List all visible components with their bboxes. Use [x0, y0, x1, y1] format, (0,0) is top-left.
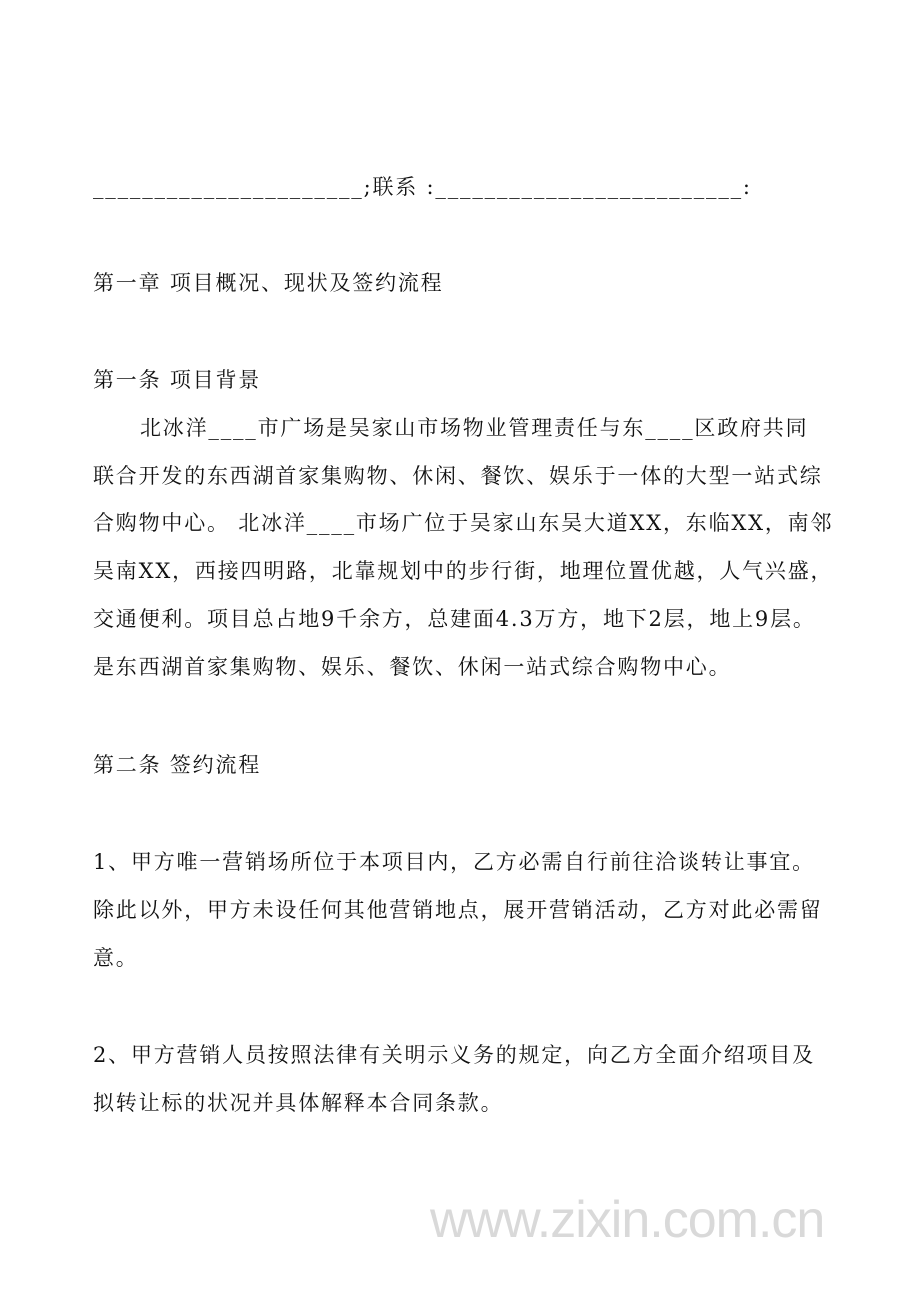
- chapter-title: 第一章 项目概况、现状及签约流程: [93, 271, 444, 295]
- item2-line: 2、甲方营销人员按照法律有关明示义务的规定，向乙方全面介绍项目及: [93, 1043, 815, 1067]
- article1-line: 吴南XX，西接四明路，北靠规划中的步行街，地理位置优越，人气兴盛，: [93, 559, 834, 583]
- article2-title: 第二条 签约流程: [93, 753, 262, 777]
- article1-line: 交通便利。项目总占地9千余方，总建面4.3万方，地下2层，地上9层。: [93, 607, 816, 631]
- contact-line: ______________________;联系 :_________________________:: [93, 175, 752, 199]
- item1-line: 1、甲方唯一营销场所位于本项目内，乙方必需自行前往洽谈转让事宜。: [93, 850, 815, 874]
- watermark: www.zixin.com.cn: [430, 1191, 825, 1249]
- article1-line: 北冰洋____市广场是吴家山市场物业管理责任与东____区政府共同: [140, 416, 809, 440]
- article1-title: 第一条 项目背景: [93, 368, 262, 392]
- item1-line: 意。: [93, 946, 139, 970]
- article1-line: 是东西湖首家集购物、娱乐、餐饮、休闲一站式综合购物中心。: [93, 655, 732, 679]
- article1-line: 联合开发的东西湖首家集购物、休闲、餐饮、娱乐于一体的大型一站式综: [93, 464, 823, 488]
- item1-line: 除此以外，甲方未设任何其他营销地点，展开营销活动，乙方对此必需留: [93, 898, 823, 922]
- item2-line: 拟转让标的状况并具体解释本合同条款。: [93, 1091, 504, 1115]
- article1-line: 合购物中心。 北冰洋____市场广位于吴家山东吴大道XX，东临XX，南邻: [93, 511, 834, 535]
